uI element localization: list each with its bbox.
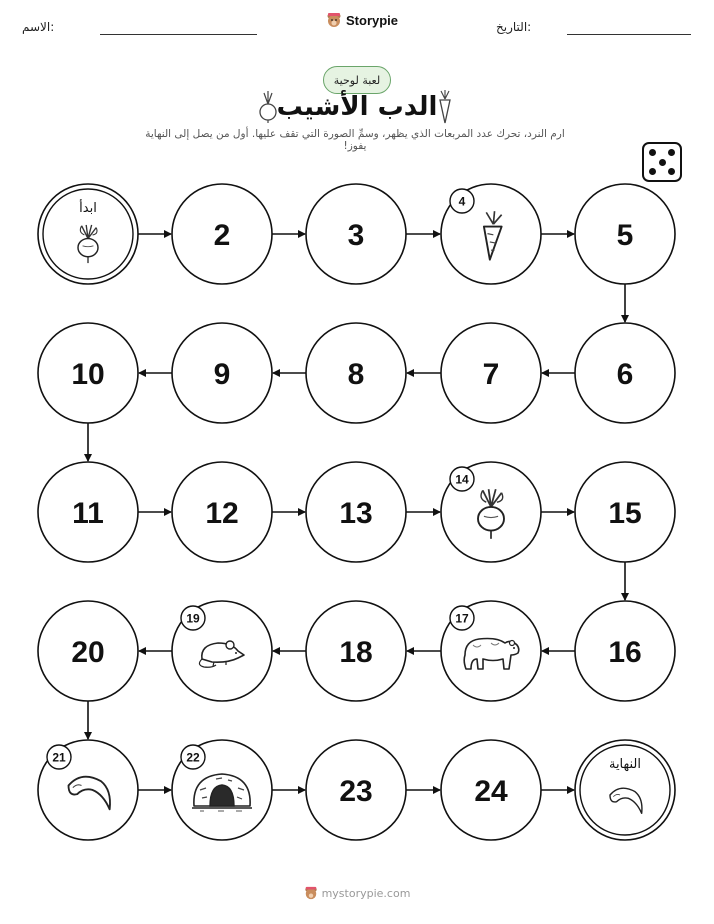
board-cell-23	[306, 740, 406, 840]
board-cell-7	[441, 323, 541, 423]
board-cell-20	[38, 601, 138, 701]
game-type-badge: لعبة لوحية	[323, 66, 391, 94]
cell-number: 6	[616, 358, 634, 391]
cell-number: 23	[339, 775, 373, 808]
date-label: التاريخ:	[496, 20, 532, 34]
cell-number: 15	[608, 497, 642, 530]
board-cell-22	[172, 740, 272, 840]
board-cell-19	[172, 601, 272, 701]
finish-label: النهاية	[608, 757, 642, 772]
cell-badge-number: 22	[186, 750, 200, 765]
board-cell-1	[38, 184, 138, 284]
cell-number: 24	[474, 775, 508, 808]
board-cell-8	[306, 323, 406, 423]
instructions-text: ارم النرد، تحرك عدد المربعات الذي يظهر، وسمِّ الصورة التي تقف عليها. أول من يصل إلى النهاية يفوز!	[145, 128, 565, 152]
cell-number: 9	[213, 358, 231, 391]
board-cell-9	[172, 323, 272, 423]
footer-url: mystorypie.com	[321, 886, 411, 900]
board-cell-2	[172, 184, 272, 284]
cell-number: 3	[347, 219, 365, 252]
cell-number: 5	[616, 219, 634, 252]
board-cell-3	[306, 184, 406, 284]
cell-number: 10	[71, 358, 105, 391]
board-cell-6	[575, 323, 675, 423]
bear-logo-icon	[304, 886, 318, 900]
board-cell-21	[38, 740, 138, 840]
page-title: الدب الأشيب	[276, 92, 438, 122]
cell-number: 13	[339, 497, 373, 530]
start-label: ابدأ	[79, 201, 97, 216]
cell-number: 8	[347, 358, 365, 391]
cell-badge-number: 19	[186, 611, 200, 626]
board-cell-4	[441, 184, 541, 284]
board-cell-11	[38, 462, 138, 562]
footer	[0, 886, 714, 900]
board-cell-13	[306, 462, 406, 562]
board-cell-16	[575, 601, 675, 701]
brand-name: Storypie	[346, 12, 399, 28]
board-cell-25	[575, 740, 675, 840]
cell-number: 18	[339, 636, 373, 669]
board-cell-10	[38, 323, 138, 423]
board-cell-5	[575, 184, 675, 284]
cell-badge-number: 4	[458, 194, 466, 209]
board-cell-12	[172, 462, 272, 562]
cell-number: 12	[205, 497, 239, 530]
cell-number: 7	[482, 358, 500, 391]
board-cell-15	[575, 462, 675, 562]
cell-badge-number: 17	[455, 611, 469, 626]
cell-number: 2	[213, 219, 231, 252]
cell-number: 11	[72, 497, 104, 530]
cell-number: 20	[71, 636, 105, 669]
name-label: الاسم:	[22, 20, 55, 34]
board-cell-18	[306, 601, 406, 701]
board-cell-24	[441, 740, 541, 840]
board-cell-17	[441, 601, 541, 701]
board-cell-14	[441, 462, 541, 562]
cell-badge-number: 21	[52, 750, 66, 765]
cell-number: 16	[608, 636, 642, 669]
cell-badge-number: 14	[455, 472, 469, 487]
